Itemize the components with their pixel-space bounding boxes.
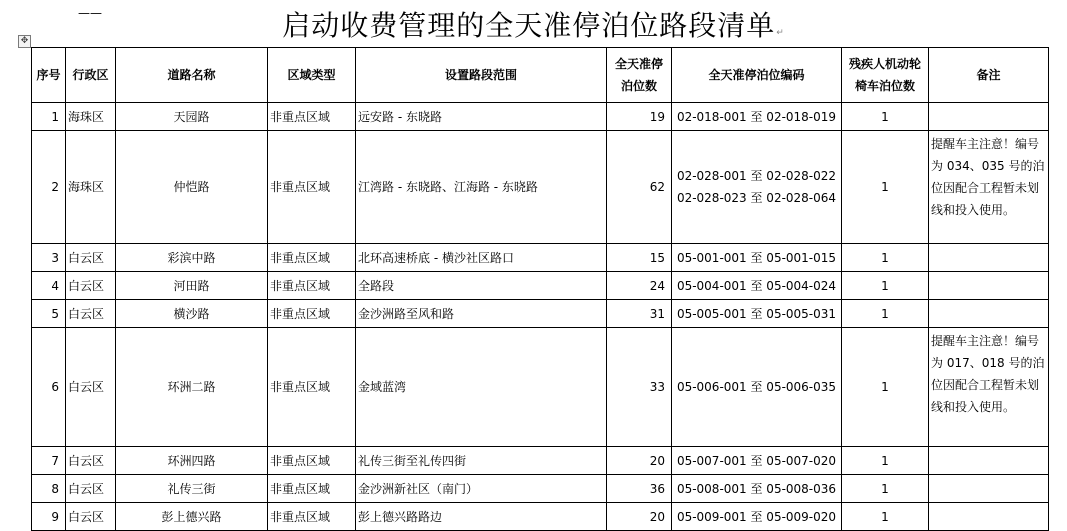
cell-spaces <box>607 103 672 131</box>
cell-range <box>356 244 607 272</box>
cell-remarks <box>929 475 1049 503</box>
cell-district-text: 海珠区 <box>68 180 105 194</box>
table-row <box>32 244 1049 272</box>
header-remarks: 备注 <box>929 48 1049 103</box>
document-title <box>0 8 1067 51</box>
cell-disabled-text: 1 <box>881 453 889 468</box>
cell-seq <box>32 300 66 328</box>
cell-district-text: 白云区 <box>68 481 105 496</box>
cell-spaces-text: 36 <box>649 481 665 496</box>
cell-range <box>356 300 607 328</box>
cell-remarks-text: 提醒车主注意！编号为 034、035 号的泊位因配合工程暂未划线和投入使用。 <box>931 137 1045 217</box>
table-header-row <box>32 48 1049 103</box>
cell-seq-text: 2 <box>51 180 59 194</box>
cell-spaces <box>607 475 672 503</box>
code-range: 05-009-001 至 05-009-020 <box>676 509 837 524</box>
header-zone-type: 区域类型 <box>268 48 356 103</box>
cell-seq <box>32 272 66 300</box>
cell-road <box>116 244 268 272</box>
cell-district <box>66 103 116 131</box>
cell-district-text: 白云区 <box>68 306 105 321</box>
cell-disabled-text: 1 <box>881 109 889 124</box>
cell-zone-type-text: 非重点区域 <box>270 278 331 293</box>
cell-range <box>356 131 607 244</box>
cell-district-text: 白云区 <box>68 278 105 293</box>
code-range: 02-018-001 至 02-018-019 <box>676 109 837 124</box>
cell-road <box>116 447 268 475</box>
cell-seq <box>32 503 66 531</box>
header-disabled <box>842 48 929 103</box>
cell-range-text: 金域蓝湾 <box>358 380 407 394</box>
cell-zone-type-text: 非重点区域 <box>270 250 331 265</box>
cell-disabled <box>842 300 929 328</box>
cell-spaces <box>607 244 672 272</box>
cell-road <box>116 131 268 244</box>
cell-remarks <box>929 328 1049 447</box>
code-range: 05-007-001 至 05-007-020 <box>676 453 837 468</box>
header-disabled-line2: 椅车泊位数 <box>854 79 915 93</box>
cell-zone-type <box>268 475 356 503</box>
cell-disabled <box>842 475 929 503</box>
cell-range-text: 金沙洲新社区（南门） <box>358 481 479 496</box>
cell-district <box>66 300 116 328</box>
header-codes: 全天准停泊位编码 <box>672 48 842 103</box>
cell-disabled-text: 1 <box>881 306 889 321</box>
cell-zone-type-text: 非重点区域 <box>270 380 331 394</box>
code-range: 05-008-001 至 05-008-036 <box>676 481 837 496</box>
cell-zone-type <box>268 447 356 475</box>
cell-road-text: 礼传三街 <box>167 481 216 496</box>
cell-codes <box>672 503 842 531</box>
table-row <box>32 103 1049 131</box>
cell-spaces <box>607 503 672 531</box>
cell-range-text: 彭上德兴路路边 <box>358 509 443 524</box>
cell-disabled <box>842 131 929 244</box>
cell-disabled-text: 1 <box>881 250 889 265</box>
cell-codes <box>672 447 842 475</box>
cell-disabled <box>842 328 929 447</box>
cell-road <box>116 300 268 328</box>
cell-disabled-text: 1 <box>881 481 889 496</box>
cell-zone-type-text: 非重点区域 <box>270 509 331 524</box>
cell-road <box>116 503 268 531</box>
header-disabled-line1: 残疾人机动轮 <box>848 57 921 71</box>
cell-seq <box>32 131 66 244</box>
cell-codes <box>672 328 842 447</box>
cell-road-text: 仲恺路 <box>173 180 210 194</box>
header-road: 道路名称 <box>116 48 268 103</box>
cell-zone-type-text: 非重点区域 <box>270 481 331 496</box>
header-spaces <box>607 48 672 103</box>
table-row <box>32 328 1049 447</box>
cell-seq <box>32 328 66 447</box>
cell-range-text: 礼传三街至礼传四街 <box>358 453 467 468</box>
cell-remarks <box>929 244 1049 272</box>
cell-zone-type <box>268 131 356 244</box>
cell-seq-text: 3 <box>51 250 59 265</box>
cell-zone-type-text: 非重点区域 <box>270 109 331 124</box>
table-row <box>32 447 1049 475</box>
cell-spaces-text: 62 <box>649 180 665 194</box>
cell-district-text: 白云区 <box>68 250 105 265</box>
cell-zone-type-text: 非重点区域 <box>270 180 331 194</box>
cell-seq <box>32 475 66 503</box>
cell-zone-type-text: 非重点区域 <box>270 306 331 321</box>
cell-remarks <box>929 503 1049 531</box>
header-spaces-line1: 全天准停 <box>614 57 663 71</box>
cell-remarks <box>929 103 1049 131</box>
cell-spaces-text: 33 <box>649 380 665 394</box>
cell-district <box>66 475 116 503</box>
cell-range <box>356 475 607 503</box>
code-range: 05-004-001 至 05-004-024 <box>676 278 837 293</box>
cell-disabled <box>842 447 929 475</box>
table-row <box>32 503 1049 531</box>
cell-spaces <box>607 300 672 328</box>
cell-range-text: 金沙洲路至风和路 <box>358 306 455 321</box>
cell-disabled-text: 1 <box>881 509 889 524</box>
cell-codes <box>672 131 842 244</box>
cell-disabled <box>842 103 929 131</box>
cell-road-text: 彭上德兴路 <box>161 509 222 524</box>
document-title-text: 启动收费管理的全天准停泊位路段清单 <box>282 9 776 42</box>
code-range: 02-028-001 至 02-028-022 <box>676 169 837 183</box>
cell-remarks <box>929 300 1049 328</box>
page-top-fragment: —— <box>78 6 102 20</box>
cell-range-text: 北环高速桥底 - 横沙社区路口 <box>358 250 514 265</box>
table-row <box>32 131 1049 244</box>
cell-disabled-text: 1 <box>881 278 889 293</box>
cell-codes <box>672 272 842 300</box>
cell-road <box>116 475 268 503</box>
cell-district <box>66 447 116 475</box>
code-range: 05-001-001 至 05-001-015 <box>676 250 837 265</box>
cell-spaces-text: 19 <box>649 109 665 124</box>
cell-district-text: 白云区 <box>68 509 105 524</box>
cell-road <box>116 103 268 131</box>
cell-spaces <box>607 447 672 475</box>
cell-zone-type <box>268 503 356 531</box>
cell-district-text: 海珠区 <box>68 109 105 124</box>
cell-seq-text: 9 <box>51 509 59 524</box>
cell-zone-type <box>268 300 356 328</box>
cell-district-text: 白云区 <box>68 380 105 394</box>
table-row <box>32 272 1049 300</box>
cell-range-text: 全路段 <box>358 278 395 293</box>
cell-range <box>356 103 607 131</box>
cell-range-text: 江湾路 - 东晓路、江海路 - 东晓路 <box>358 180 538 194</box>
cell-range <box>356 503 607 531</box>
cell-range-text: 远安路 - 东晓路 <box>358 109 442 124</box>
cell-disabled-text: 1 <box>881 380 889 394</box>
code-range: 05-006-001 至 05-006-035 <box>676 380 837 394</box>
cell-disabled <box>842 244 929 272</box>
cell-disabled <box>842 503 929 531</box>
cell-road-text: 河田路 <box>173 278 210 293</box>
code-range: 02-028-023 至 02-028-064 <box>676 191 837 205</box>
cell-disabled <box>842 272 929 300</box>
cell-spaces <box>607 328 672 447</box>
cell-seq-text: 5 <box>51 306 59 321</box>
cell-remarks-text: 提醒车主注意！编号为 017、018 号的泊位因配合工程暂未划线和投入使用。 <box>931 334 1045 414</box>
cell-seq-text: 1 <box>51 109 59 124</box>
cell-disabled-text: 1 <box>881 180 889 194</box>
cell-spaces <box>607 131 672 244</box>
cell-seq <box>32 103 66 131</box>
code-range: 05-005-001 至 05-005-031 <box>676 306 837 321</box>
cell-seq <box>32 244 66 272</box>
cell-road <box>116 328 268 447</box>
header-spaces-line2: 泊位数 <box>620 79 657 93</box>
cell-road-text: 环洲四路 <box>167 453 216 468</box>
cell-spaces-text: 20 <box>649 509 665 524</box>
cell-spaces <box>607 272 672 300</box>
cell-spaces-text: 24 <box>649 278 665 293</box>
header-seq: 序号 <box>32 48 66 103</box>
cell-district <box>66 328 116 447</box>
cell-seq-text: 4 <box>51 278 59 293</box>
cell-district-text: 白云区 <box>68 453 105 468</box>
cell-seq-text: 6 <box>51 380 59 394</box>
table-row <box>32 300 1049 328</box>
parking-table <box>31 47 1049 531</box>
cell-zone-type <box>268 103 356 131</box>
cell-remarks <box>929 131 1049 244</box>
cell-seq <box>32 447 66 475</box>
cell-zone-type <box>268 272 356 300</box>
cell-road-text: 彩滨中路 <box>167 250 216 265</box>
cell-range <box>356 272 607 300</box>
cell-codes <box>672 475 842 503</box>
cell-zone-type <box>268 244 356 272</box>
cell-district <box>66 244 116 272</box>
cell-zone-type-text: 非重点区域 <box>270 453 331 468</box>
cell-codes <box>672 103 842 131</box>
header-range: 设置路段范围 <box>356 48 607 103</box>
cell-road-text: 环洲二路 <box>167 380 216 394</box>
cell-codes <box>672 300 842 328</box>
cell-road-text: 天园路 <box>173 109 210 124</box>
cell-district <box>66 503 116 531</box>
cell-district <box>66 131 116 244</box>
move-handle-icon[interactable]: ✥ <box>18 35 31 48</box>
cell-remarks <box>929 447 1049 475</box>
cell-codes <box>672 244 842 272</box>
cell-road-text: 横沙路 <box>173 306 210 321</box>
header-district: 行政区 <box>66 48 116 103</box>
cell-range <box>356 447 607 475</box>
cell-seq-text: 7 <box>51 453 59 468</box>
cell-district <box>66 272 116 300</box>
table-row <box>32 475 1049 503</box>
cell-road <box>116 272 268 300</box>
cell-spaces-text: 15 <box>649 250 665 265</box>
cell-range <box>356 328 607 447</box>
paragraph-mark-icon: ↵ <box>776 28 785 38</box>
cell-spaces-text: 20 <box>649 453 665 468</box>
cell-remarks <box>929 272 1049 300</box>
cell-zone-type <box>268 328 356 447</box>
cell-seq-text: 8 <box>51 481 59 496</box>
cell-spaces-text: 31 <box>649 306 665 321</box>
